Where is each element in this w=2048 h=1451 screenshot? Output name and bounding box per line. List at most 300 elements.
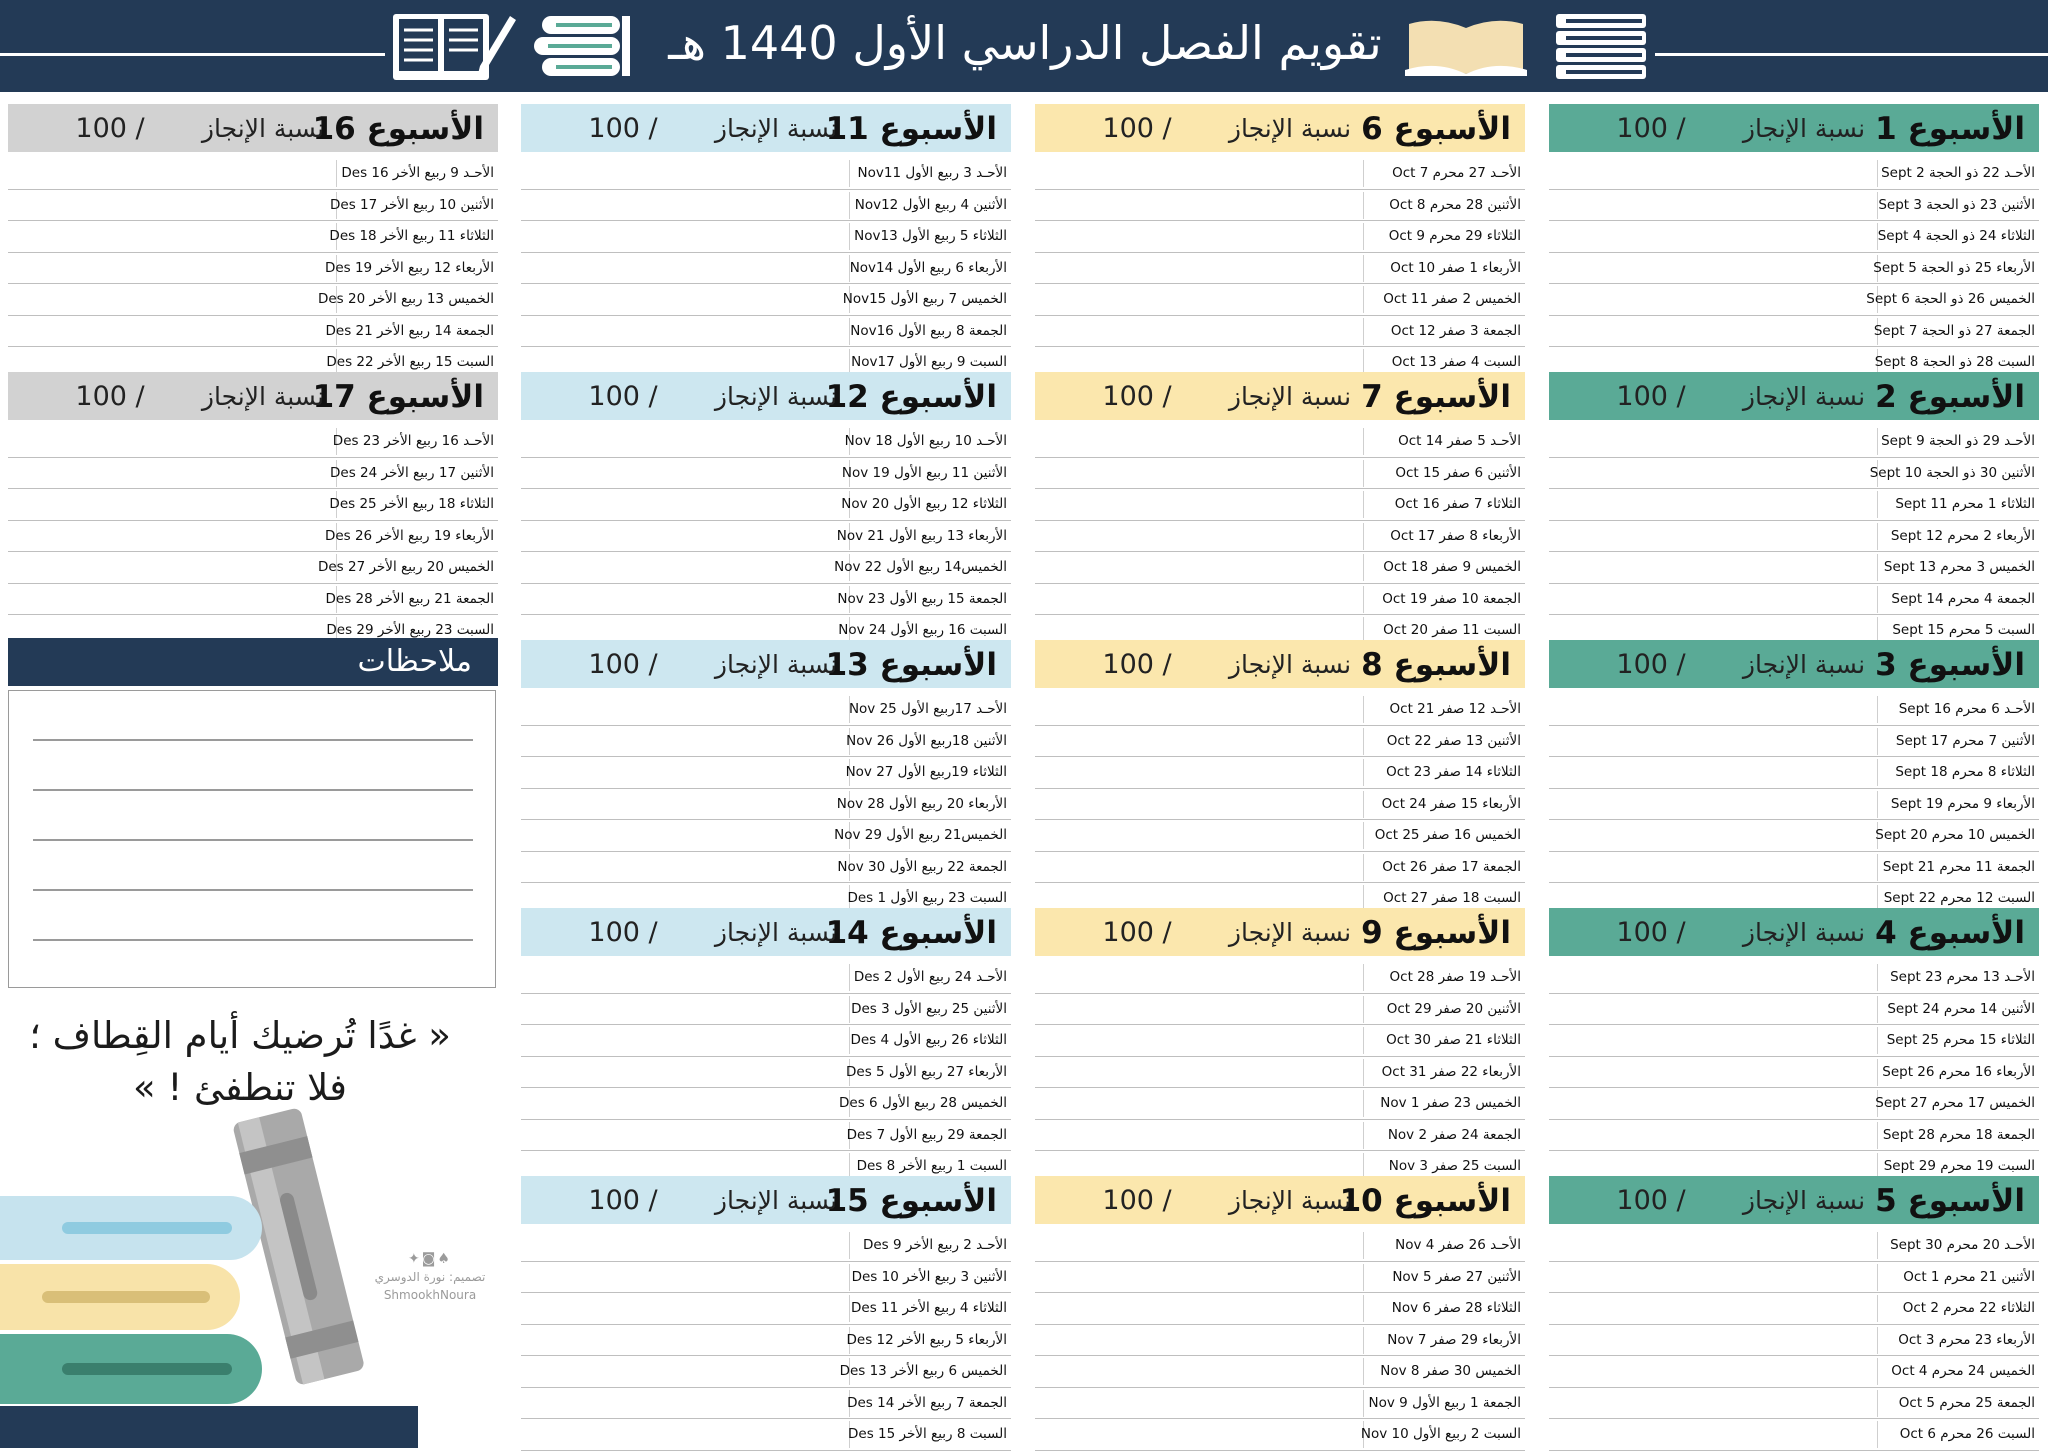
row-separator xyxy=(1363,1027,1364,1054)
day-row[interactable] xyxy=(1035,1230,1525,1262)
progress-score[interactable]: 100 / xyxy=(588,381,658,412)
progress-label: نسبة الإنجاز xyxy=(1228,650,1352,679)
day-date-label: الثلاثاء 22 محرم Oct 2 xyxy=(1902,1300,2035,1316)
day-date-label: الأربعاء 13 ربيع الأول Nov 21 xyxy=(836,527,1007,544)
week-title: الأسبوع 11 xyxy=(825,111,997,147)
day-row[interactable] xyxy=(1549,994,2039,1026)
day-date-label: السبت 15 ربيع الأخر Des 22 xyxy=(326,354,494,370)
day-date-label: الثلاثاء 29 محرم Oct 9 xyxy=(1388,228,1521,244)
day-date-label: الأربعاء 8 صفر Oct 17 xyxy=(1390,527,1521,544)
progress-label: نسبة الإنجاز xyxy=(714,382,838,411)
row-separator xyxy=(1363,854,1364,881)
designer-credit xyxy=(370,1250,490,1304)
day-row[interactable] xyxy=(1035,1293,1525,1325)
day-row[interactable] xyxy=(521,1293,1011,1325)
day-row[interactable] xyxy=(1549,253,2039,285)
day-date-label: الجمعة 22 ربيع الأول Nov 30 xyxy=(837,858,1007,875)
day-row[interactable] xyxy=(521,190,1011,222)
row-separator xyxy=(1363,428,1364,455)
day-date-label: الأحـد 24 ربيع الأول Des 2 xyxy=(853,969,1007,985)
day-row[interactable] xyxy=(521,521,1011,553)
day-date-label: الأثنين 4 ربيع الأول Nov12 xyxy=(854,196,1007,213)
day-date-label: الثلاثاء 18 ربيع الأخر Des 25 xyxy=(329,496,494,512)
week-header xyxy=(521,372,1011,420)
day-row[interactable] xyxy=(1549,221,2039,253)
row-separator xyxy=(849,1295,850,1322)
progress-label: نسبة الإنجاز xyxy=(1742,650,1866,679)
day-row[interactable] xyxy=(8,521,498,553)
progress-label: نسبة الإنجاز xyxy=(1742,382,1866,411)
day-date-label: الثلاثاء 11 ربيع الأخر Des 18 xyxy=(329,228,494,244)
day-date-label: الأحـد 9 ربيع الأخر Des 16 xyxy=(341,165,494,181)
day-row[interactable] xyxy=(521,426,1011,458)
day-date-label: الأثنين 30 ذو الحجة Sept 10 xyxy=(1869,464,2035,481)
day-row[interactable] xyxy=(1549,820,2039,852)
progress-score[interactable]: 100 / xyxy=(75,113,145,144)
day-row[interactable] xyxy=(8,253,498,285)
day-row[interactable] xyxy=(1035,1262,1525,1294)
day-date-label: الثلاثاء 4 ربيع الأخر Des 11 xyxy=(851,1300,1007,1316)
day-date-label: الأثنين 17 ربيع الأخر Des 24 xyxy=(330,464,494,481)
day-row[interactable] xyxy=(521,1057,1011,1089)
day-row[interactable] xyxy=(1549,552,2039,584)
day-row[interactable] xyxy=(1035,1057,1525,1089)
credit-designer: تصميم: نورة الدوسري xyxy=(374,1270,486,1284)
day-row[interactable] xyxy=(1035,521,1525,553)
day-date-label: الأربعاء 22 صفر Oct 31 xyxy=(1381,1063,1521,1080)
day-row[interactable] xyxy=(8,284,498,316)
day-row[interactable] xyxy=(1035,584,1525,616)
progress-score[interactable]: 100 / xyxy=(1102,1185,1172,1216)
row-separator xyxy=(1363,964,1364,991)
week-card xyxy=(1549,640,2039,906)
day-date-label: الخميس14 ربيع الأول Nov 22 xyxy=(834,559,1007,575)
progress-score[interactable]: 100 / xyxy=(1102,917,1172,948)
header-divider-left xyxy=(0,53,385,56)
day-row[interactable] xyxy=(521,962,1011,994)
day-date-label: الأحـد 22 ذو الحجة Sept 2 xyxy=(1881,165,2035,181)
day-row[interactable] xyxy=(1035,1025,1525,1057)
day-date-label: الأحـد 20 محرم Sept 30 xyxy=(1890,1237,2035,1253)
header-bar xyxy=(0,0,2048,92)
week-header xyxy=(521,908,1011,956)
day-date-label: الأثنين 14 محرم Sept 24 xyxy=(1887,1000,2035,1017)
progress-label: نسبة الإنجاز xyxy=(714,650,838,679)
day-row[interactable] xyxy=(1549,789,2039,821)
row-separator xyxy=(1877,696,1878,723)
row-separator xyxy=(1877,554,1878,581)
day-row[interactable] xyxy=(521,489,1011,521)
day-rows xyxy=(521,962,1011,1183)
day-row[interactable] xyxy=(1035,852,1525,884)
row-separator xyxy=(1363,1358,1364,1385)
row-separator xyxy=(1877,854,1878,881)
week-header xyxy=(1035,640,1525,688)
row-separator xyxy=(1363,1122,1364,1149)
row-separator xyxy=(1877,759,1878,786)
day-date-label: الأثنين 21 محرم Oct 1 xyxy=(1903,1268,2035,1285)
progress-label: نسبة الإنجاز xyxy=(714,114,838,143)
day-row[interactable] xyxy=(521,584,1011,616)
progress-score[interactable]: 100 / xyxy=(1616,1185,1686,1216)
day-date-label: الخميس 30 صفر Nov 8 xyxy=(1380,1363,1521,1379)
progress-score[interactable]: 100 / xyxy=(1616,381,1686,412)
row-separator xyxy=(1363,759,1364,786)
day-date-label: الأثنين 28 محرم Oct 8 xyxy=(1389,196,1521,213)
day-date-label: الخميس 9 صفر Oct 18 xyxy=(1383,559,1521,575)
twitter-icon: ✦ xyxy=(408,1251,422,1267)
progress-label: نسبة الإنجاز xyxy=(1228,114,1352,143)
week-card xyxy=(1549,908,2039,1174)
row-separator xyxy=(1363,460,1364,487)
day-date-label: الجمعة 11 محرم Sept 21 xyxy=(1882,858,2035,875)
row-separator xyxy=(1363,286,1364,313)
day-row[interactable] xyxy=(8,158,498,190)
day-date-label: الخميس 2 صفر Oct 11 xyxy=(1383,291,1521,307)
day-date-label: الثلاثاء 8 محرم Sept 18 xyxy=(1895,764,2035,780)
instagram-icon: ◙ xyxy=(421,1251,438,1267)
day-row[interactable] xyxy=(1035,789,1525,821)
day-row[interactable] xyxy=(1549,190,2039,222)
day-row[interactable] xyxy=(1035,1088,1525,1120)
notes-line xyxy=(33,789,473,791)
day-row[interactable] xyxy=(521,552,1011,584)
day-row[interactable] xyxy=(1549,521,2039,553)
row-separator xyxy=(336,160,337,187)
week-title: الأسبوع 6 xyxy=(1361,111,1511,147)
day-row[interactable] xyxy=(8,221,498,253)
row-separator xyxy=(1363,586,1364,613)
day-row[interactable] xyxy=(521,789,1011,821)
day-row[interactable] xyxy=(1035,757,1525,789)
notes-title: ملاحظات xyxy=(357,644,472,679)
day-row[interactable] xyxy=(521,1025,1011,1057)
progress-label: نسبة الإنجاز xyxy=(1742,918,1866,947)
week-card xyxy=(1549,104,2039,370)
day-date-label: الخميس 17 محرم Sept 27 xyxy=(1875,1095,2035,1111)
day-row[interactable] xyxy=(521,994,1011,1026)
row-separator xyxy=(1363,223,1364,250)
week-header xyxy=(521,1176,1011,1224)
day-date-label: السبت 9 ربيع الأول Nov17 xyxy=(851,354,1007,370)
day-row[interactable] xyxy=(1549,584,2039,616)
row-separator xyxy=(1363,318,1364,345)
day-date-label: الجمعة 25 محرم Oct 5 xyxy=(1898,1394,2035,1411)
day-date-label: الجمعة 29 ربيع الأول Des 7 xyxy=(846,1126,1007,1143)
day-rows xyxy=(1549,158,2039,379)
day-date-label: الثلاثاء 24 ذو الحجة Sept 4 xyxy=(1877,228,2035,244)
row-separator xyxy=(1877,791,1878,818)
day-row[interactable] xyxy=(521,1325,1011,1357)
day-date-label: الخميس 26 ذو الحجة Sept 6 xyxy=(1866,291,2035,307)
progress-score[interactable]: 100 / xyxy=(1616,113,1686,144)
day-row[interactable] xyxy=(1035,962,1525,994)
week-header xyxy=(1549,372,2039,420)
day-date-label: الأثنين 7 محرم Sept 17 xyxy=(1895,732,2035,749)
day-row[interactable] xyxy=(1035,221,1525,253)
day-row[interactable] xyxy=(1035,820,1525,852)
day-row[interactable] xyxy=(1549,489,2039,521)
day-row[interactable] xyxy=(1549,1120,2039,1152)
day-date-label: السبت 4 صفر Oct 13 xyxy=(1391,354,1521,370)
day-row[interactable] xyxy=(1035,1388,1525,1420)
week-title: الأسبوع 14 xyxy=(825,915,997,951)
day-rows xyxy=(521,158,1011,379)
day-date-label: الجمعة 21 ربيع الأخر Des 28 xyxy=(325,590,494,607)
day-row[interactable] xyxy=(8,316,498,348)
week-card xyxy=(521,640,1011,906)
day-row[interactable] xyxy=(8,584,498,616)
day-row[interactable] xyxy=(8,552,498,584)
day-row[interactable] xyxy=(1549,1025,2039,1057)
day-row[interactable] xyxy=(521,852,1011,884)
week-title: الأسبوع 3 xyxy=(1875,647,2025,683)
quote-line-2: فلا تنطفئ ! » xyxy=(133,1066,347,1109)
row-separator xyxy=(1877,1264,1878,1291)
row-separator xyxy=(1877,1059,1878,1086)
progress-score[interactable]: 100 / xyxy=(1102,381,1172,412)
row-separator xyxy=(1877,160,1878,187)
day-row[interactable] xyxy=(521,1230,1011,1262)
progress-label: نسبة الإنجاز xyxy=(201,382,325,411)
day-date-label: الأثنين 13 صفر Oct 22 xyxy=(1386,732,1521,749)
day-row[interactable] xyxy=(1035,1325,1525,1357)
notes-header xyxy=(8,638,498,686)
notes-box[interactable] xyxy=(8,690,496,988)
day-date-label: السبت 26 محرم Oct 6 xyxy=(1899,1426,2035,1442)
day-date-label: الأحـد 2 ربيع الأخر Des 9 xyxy=(862,1237,1007,1253)
day-row[interactable] xyxy=(1035,694,1525,726)
row-separator xyxy=(1877,1027,1878,1054)
day-rows xyxy=(8,426,498,647)
notes-line xyxy=(33,839,473,841)
week-card xyxy=(1035,640,1525,906)
day-row[interactable] xyxy=(1549,158,2039,190)
day-row[interactable] xyxy=(521,458,1011,490)
week-header xyxy=(1549,104,2039,152)
day-row[interactable] xyxy=(1549,694,2039,726)
day-row[interactable] xyxy=(1549,458,2039,490)
day-row[interactable] xyxy=(1035,284,1525,316)
day-row[interactable] xyxy=(8,489,498,521)
day-row[interactable] xyxy=(1035,458,1525,490)
day-date-label: الأحـد 10 ربيع الأول Nov 18 xyxy=(844,433,1007,449)
row-separator xyxy=(1363,1390,1364,1417)
day-date-label: الجمعة 27 ذو الحجة Sept 7 xyxy=(1873,322,2035,339)
day-row[interactable] xyxy=(1549,726,2039,758)
week-card xyxy=(521,372,1011,638)
footer-bar xyxy=(0,1406,418,1448)
week-title: الأسبوع 1 xyxy=(1875,111,2025,147)
progress-score[interactable]: 100 / xyxy=(588,113,658,144)
week-title: الأسبوع 8 xyxy=(1361,647,1511,683)
row-separator xyxy=(849,996,850,1023)
day-row[interactable] xyxy=(1549,1262,2039,1294)
row-separator xyxy=(1363,1059,1364,1086)
progress-label: نسبة الإنجاز xyxy=(1228,382,1352,411)
day-date-label: السبت 25 صفر Nov 3 xyxy=(1388,1158,1521,1174)
day-rows xyxy=(1549,1230,2039,1451)
day-row[interactable] xyxy=(521,1356,1011,1388)
day-row[interactable] xyxy=(1549,1388,2039,1420)
day-date-label: الثلاثاء 26 ربيع الأول Des 4 xyxy=(850,1032,1007,1048)
day-row[interactable] xyxy=(521,221,1011,253)
day-date-label: الثلاثاء 14 صفر Oct 23 xyxy=(1386,764,1521,780)
week-title: الأسبوع 13 xyxy=(825,647,997,683)
notes-line xyxy=(33,889,473,891)
progress-score[interactable]: 100 / xyxy=(1102,113,1172,144)
day-row[interactable] xyxy=(1035,489,1525,521)
day-date-label: الأثنين 18ربيع الأول Nov 26 xyxy=(846,732,1007,749)
day-row[interactable] xyxy=(1549,1230,2039,1262)
day-date-label: الأربعاء 16 محرم Sept 26 xyxy=(1882,1063,2035,1080)
day-date-label: الجمعة 15 ربيع الأول Nov 23 xyxy=(837,590,1007,607)
day-row[interactable] xyxy=(8,426,498,458)
social-icons xyxy=(370,1250,490,1268)
day-date-label: الأحـد 13 محرم Sept 23 xyxy=(1890,969,2035,985)
day-row[interactable] xyxy=(8,458,498,490)
day-row[interactable] xyxy=(1549,284,2039,316)
day-date-label: الثلاثاء 5 ربيع الأول Nov13 xyxy=(854,228,1007,244)
day-date-label: الخميس21 ربيع الأول Nov 29 xyxy=(834,827,1007,843)
week-title: الأسبوع 9 xyxy=(1361,915,1511,951)
motivational-quote xyxy=(20,1010,460,1114)
day-row[interactable] xyxy=(1549,426,2039,458)
day-row[interactable] xyxy=(521,1120,1011,1152)
day-date-label: الجمعة 14 ربيع الأخر Des 21 xyxy=(325,322,494,339)
day-row[interactable] xyxy=(1035,316,1525,348)
week-card xyxy=(1035,104,1525,370)
progress-score[interactable]: 100 / xyxy=(1616,917,1686,948)
day-row[interactable] xyxy=(521,1262,1011,1294)
progress-label: نسبة الإنجاز xyxy=(1228,918,1352,947)
row-separator xyxy=(1877,1122,1878,1149)
week-header xyxy=(1549,908,2039,956)
day-row[interactable] xyxy=(521,316,1011,348)
notes-line xyxy=(33,739,473,741)
day-date-label: الخميس 20 ربيع الأخر Des 27 xyxy=(317,559,494,575)
progress-score[interactable]: 100 / xyxy=(75,381,145,412)
progress-label: نسبة الإنجاز xyxy=(201,114,325,143)
row-separator xyxy=(1877,1358,1878,1385)
day-date-label: السبت 5 محرم Sept 15 xyxy=(1892,622,2035,638)
progress-score[interactable]: 100 / xyxy=(588,917,658,948)
row-separator xyxy=(1363,1232,1364,1259)
row-separator xyxy=(849,192,850,219)
day-row[interactable] xyxy=(521,253,1011,285)
day-row[interactable] xyxy=(1549,962,2039,994)
week-title: الأسبوع 7 xyxy=(1361,379,1511,415)
day-row[interactable] xyxy=(1035,1120,1525,1152)
row-separator xyxy=(1363,1090,1364,1117)
day-date-label: الجمعة 24 صفر Nov 2 xyxy=(1387,1126,1521,1143)
day-date-label: الثلاثاء 28 صفر Nov 6 xyxy=(1391,1300,1521,1316)
week-card xyxy=(521,104,1011,370)
day-row[interactable] xyxy=(1035,1419,1525,1451)
day-row[interactable] xyxy=(8,190,498,222)
day-row[interactable] xyxy=(1035,1356,1525,1388)
day-row[interactable] xyxy=(1549,1325,2039,1357)
day-date-label: الجمعة 4 محرم Sept 14 xyxy=(1891,590,2035,607)
day-date-label: السبت 11 صفر Oct 20 xyxy=(1383,622,1521,638)
day-row[interactable] xyxy=(1549,757,2039,789)
row-separator xyxy=(1877,728,1878,755)
day-rows xyxy=(521,426,1011,647)
progress-label: نسبة الإنجاز xyxy=(1228,1186,1352,1215)
week-title: الأسبوع 4 xyxy=(1875,915,2025,951)
day-date-label: الخميس 7 ربيع الأول Nov15 xyxy=(842,291,1007,307)
day-date-label: الأحـد 26 صفر Nov 4 xyxy=(1395,1237,1521,1253)
day-date-label: الثلاثاء 7 صفر Oct 16 xyxy=(1394,496,1521,512)
day-row[interactable] xyxy=(1035,426,1525,458)
row-separator xyxy=(1363,1295,1364,1322)
row-separator xyxy=(1877,964,1878,991)
day-rows xyxy=(1549,962,2039,1183)
day-date-label: الثلاثاء 21 صفر Oct 30 xyxy=(1386,1032,1521,1048)
progress-score[interactable]: 100 / xyxy=(588,1185,658,1216)
day-date-label: الخميس 28 ربيع الأول Des 6 xyxy=(839,1095,1007,1111)
day-row[interactable] xyxy=(521,1388,1011,1420)
row-separator xyxy=(1363,160,1364,187)
day-date-label: الجمعة 1 ربيع الأول Nov 9 xyxy=(1368,1394,1521,1411)
day-row[interactable] xyxy=(1035,190,1525,222)
progress-score[interactable]: 100 / xyxy=(1616,649,1686,680)
day-date-label: الأثنين 3 ربيع الأخر Des 10 xyxy=(851,1268,1007,1285)
week-card xyxy=(8,372,498,638)
day-row[interactable] xyxy=(1549,1356,2039,1388)
day-row[interactable] xyxy=(1549,1057,2039,1089)
day-row[interactable] xyxy=(521,694,1011,726)
day-row[interactable] xyxy=(1549,1419,2039,1451)
week-header xyxy=(1035,372,1525,420)
day-date-label: الثلاثاء 1 محرم Sept 11 xyxy=(1895,496,2035,512)
day-row[interactable] xyxy=(1035,158,1525,190)
day-date-label: الخميس 10 محرم Sept 20 xyxy=(1875,827,2035,843)
progress-label: نسبة الإنجاز xyxy=(1742,114,1866,143)
day-row[interactable] xyxy=(521,1088,1011,1120)
day-date-label: الجمعة 17 صفر Oct 26 xyxy=(1382,858,1521,875)
day-row[interactable] xyxy=(521,284,1011,316)
day-rows xyxy=(8,158,498,379)
day-row[interactable] xyxy=(521,1419,1011,1451)
day-date-label: الأثنين 27 صفر Nov 5 xyxy=(1392,1268,1521,1285)
row-separator xyxy=(1363,728,1364,755)
day-date-label: السبت 23 ربيع الأخر Des 29 xyxy=(326,622,494,638)
day-row[interactable] xyxy=(1035,726,1525,758)
progress-score[interactable]: 100 / xyxy=(588,649,658,680)
day-date-label: الأثنين 6 صفر Oct 15 xyxy=(1395,464,1521,481)
progress-score[interactable]: 100 / xyxy=(1102,649,1172,680)
open-book-icon xyxy=(1405,14,1527,76)
row-separator xyxy=(1363,1264,1364,1291)
day-row[interactable] xyxy=(1549,1088,2039,1120)
day-row[interactable] xyxy=(521,820,1011,852)
row-separator xyxy=(1363,192,1364,219)
day-row[interactable] xyxy=(1035,552,1525,584)
day-date-label: الأحـد 6 محرم Sept 16 xyxy=(1898,701,2035,717)
day-row[interactable] xyxy=(1035,994,1525,1026)
day-rows xyxy=(521,1230,1011,1451)
day-date-label: الأربعاء 25 ذو الحجة Sept 5 xyxy=(1873,259,2035,276)
day-row[interactable] xyxy=(521,726,1011,758)
day-row[interactable] xyxy=(521,757,1011,789)
day-row[interactable] xyxy=(1549,316,2039,348)
day-row[interactable] xyxy=(521,158,1011,190)
day-row[interactable] xyxy=(1549,852,2039,884)
day-date-label: الأربعاء 9 محرم Sept 19 xyxy=(1890,795,2035,812)
day-row[interactable] xyxy=(1549,1293,2039,1325)
day-row[interactable] xyxy=(1035,253,1525,285)
